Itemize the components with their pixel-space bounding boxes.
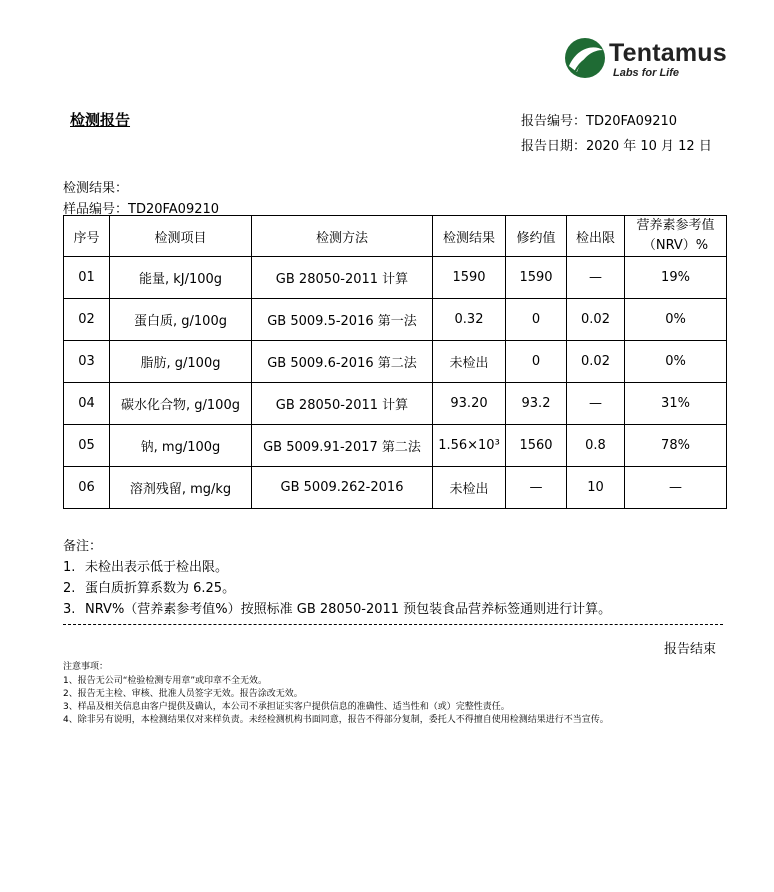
results-label: 检测结果： bbox=[63, 181, 129, 196]
cell-result: 未检出 bbox=[433, 341, 506, 383]
attention-title: 注意事项： bbox=[63, 662, 109, 672]
cell-nrv: 19% bbox=[625, 257, 727, 299]
cell-no: 03 bbox=[64, 341, 110, 383]
cell-nrv: 31% bbox=[625, 383, 727, 425]
cell-nrv: 0% bbox=[625, 341, 727, 383]
cell-method: GB 5009.91-2017 第二法 bbox=[252, 425, 433, 467]
table-row bbox=[64, 467, 727, 509]
cell-item: 钠, mg/100g bbox=[110, 425, 252, 467]
cell-nrv: 0% bbox=[625, 299, 727, 341]
brand-tagline: Labs for Life bbox=[613, 67, 680, 79]
cell-no: 04 bbox=[64, 383, 110, 425]
col-header-rounded: 修约值 bbox=[506, 216, 567, 257]
cell-item: 蛋白质, g/100g bbox=[110, 299, 252, 341]
cell-result: 未检出 bbox=[433, 467, 506, 509]
cell-rounded: 0 bbox=[506, 299, 567, 341]
cell-no: 01 bbox=[64, 257, 110, 299]
cell-no: 06 bbox=[64, 467, 110, 509]
note-number: 1. bbox=[63, 560, 76, 575]
cell-rounded: 1560 bbox=[506, 425, 567, 467]
cell-lod: — bbox=[567, 257, 625, 299]
report-date: 报告日期：2020 年 10 月 12 日 bbox=[521, 139, 712, 154]
nrv-header-line2: （NRV）% bbox=[642, 238, 709, 253]
note-item bbox=[63, 556, 228, 575]
cell-method: GB 5009.262-2016 bbox=[252, 467, 433, 509]
cell-rounded: — bbox=[506, 467, 567, 509]
sample-number: 样品编号：TD20FA09210 bbox=[63, 202, 220, 217]
attention-item: 2、报告无主检、审核、批准人员签字无效。报告涂改无效。 bbox=[63, 689, 303, 699]
table-row bbox=[64, 425, 727, 467]
cell-method: GB 5009.5-2016 第一法 bbox=[252, 299, 433, 341]
col-header-no: 序号 bbox=[64, 216, 110, 257]
col-header-result: 检测结果 bbox=[433, 216, 506, 257]
attention-item: 3、样品及相关信息由客户提供及确认，本公司不承担证实客户提供信息的准确性、适当性和（或）完整性责任。 bbox=[63, 702, 510, 712]
table-row bbox=[64, 341, 727, 383]
col-header-method: 检测方法 bbox=[252, 216, 433, 257]
note-text: 蛋白质折算系数为 6.25。 bbox=[85, 581, 236, 596]
report-title: 检测报告 bbox=[70, 111, 131, 129]
cell-rounded: 1590 bbox=[506, 257, 567, 299]
col-header-nrv bbox=[625, 216, 727, 257]
cell-result: 0.32 bbox=[433, 299, 506, 341]
results-table bbox=[63, 215, 727, 509]
cell-nrv: — bbox=[625, 467, 727, 509]
cell-nrv: 78% bbox=[625, 425, 727, 467]
cell-lod: 0.02 bbox=[567, 299, 625, 341]
col-header-lod: 检出限 bbox=[567, 216, 625, 257]
cell-method: GB 28050-2011 计算 bbox=[252, 383, 433, 425]
cell-item: 碳水化合物, g/100g bbox=[110, 383, 252, 425]
attention-item: 1、报告无公司“检验检测专用章”或印章不全无效。 bbox=[63, 676, 268, 686]
cell-method: GB 5009.6-2016 第二法 bbox=[252, 341, 433, 383]
table-row bbox=[64, 299, 727, 341]
attention-item: 4、除非另有说明，本检测结果仅对来样负责。未经检测机构书面同意，报告不得部分复制，委托人不得擅自使用检测结果进行不当宣传。 bbox=[63, 715, 609, 725]
cell-no: 02 bbox=[64, 299, 110, 341]
cell-rounded: 0 bbox=[506, 341, 567, 383]
cell-result: 93.20 bbox=[433, 383, 506, 425]
tentamus-leaf-icon bbox=[563, 36, 607, 80]
table-row bbox=[64, 383, 727, 425]
note-number: 3. bbox=[63, 602, 76, 617]
cell-lod: — bbox=[567, 383, 625, 425]
cell-item: 溶剂残留, mg/kg bbox=[110, 467, 252, 509]
cell-lod: 10 bbox=[567, 467, 625, 509]
report-number: 报告编号：TD20FA09210 bbox=[521, 114, 678, 129]
note-text: NRV%（营养素参考值%）按照标准 GB 28050-2011 预包装食品营养标签通则进行计算。 bbox=[85, 602, 612, 617]
cell-no: 05 bbox=[64, 425, 110, 467]
dashed-divider bbox=[63, 624, 723, 625]
tentamus-logo bbox=[563, 36, 727, 84]
cell-rounded: 93.2 bbox=[506, 383, 567, 425]
brand-name: Tentamus bbox=[609, 39, 727, 67]
note-item bbox=[63, 598, 611, 617]
cell-result: 1590 bbox=[433, 257, 506, 299]
note-number: 2. bbox=[63, 581, 76, 596]
note-item bbox=[63, 577, 235, 596]
cell-item: 能量, kJ/100g bbox=[110, 257, 252, 299]
table-row bbox=[64, 257, 727, 299]
cell-method: GB 28050-2011 计算 bbox=[252, 257, 433, 299]
note-text: 未检出表示低于检出限。 bbox=[85, 560, 229, 575]
nrv-header-line1: 营养素参考值 bbox=[636, 218, 715, 233]
table-header-row bbox=[64, 216, 727, 257]
report-end-label: 报告结束 bbox=[664, 642, 717, 657]
cell-lod: 0.02 bbox=[567, 341, 625, 383]
cell-result: 1.56×10³ bbox=[433, 425, 506, 467]
notes-label: 备注： bbox=[63, 539, 103, 554]
col-header-item: 检测项目 bbox=[110, 216, 252, 257]
cell-lod: 0.8 bbox=[567, 425, 625, 467]
cell-item: 脂肪, g/100g bbox=[110, 341, 252, 383]
